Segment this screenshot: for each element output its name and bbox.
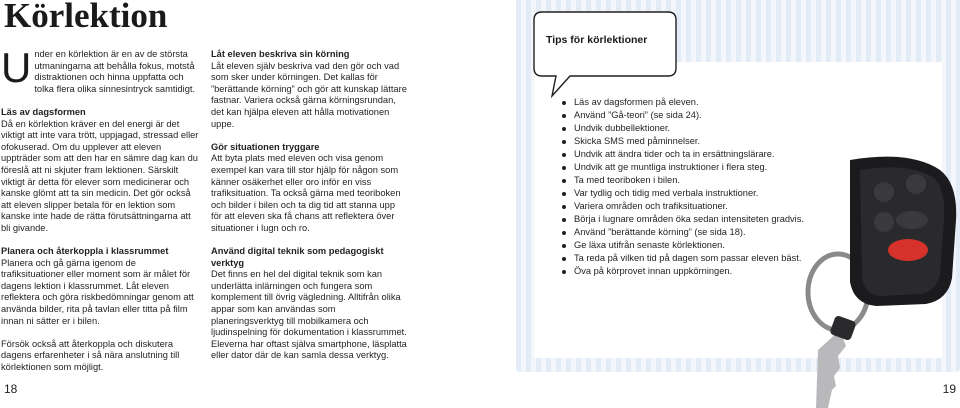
tip-item: Var tydlig och tidig med verbala instruktioner. — [562, 187, 862, 200]
tip-item: Undvik dubbellektioner. — [562, 122, 862, 135]
tip-item: Läs av dagsformen på eleven. — [562, 96, 862, 109]
tip-item: Ta med teoriboken i bilen. — [562, 174, 862, 187]
tip-item: Börja i lugnare områden öka sedan intensiteten gradvis. — [562, 213, 862, 226]
right-page — [480, 0, 960, 408]
tip-item: Använd ”Gå-teori” (se sida 24). — [562, 109, 862, 122]
section-heading-dagsformen: Läs av dagsformen — [1, 106, 86, 117]
tip-item: Öva på körprovet innan uppkörningen. — [562, 265, 862, 278]
tip-item: Undvik att ändra tider och ta in ersättningslärare. — [562, 148, 862, 161]
page-title: Körlektion — [4, 0, 168, 35]
drop-cap: U — [1, 44, 32, 91]
section-text-planera-2: Försök också att återkoppla och diskutera dagens erfarenheter i så nära anslutning till körlektionen som möjligt. — [1, 338, 180, 373]
page-number-right: 19 — [942, 382, 956, 396]
section-text-dagsformen: Då en körlektion kräver en del energi är det viktigt att inte vara trött, uppjagad, stressad eller ofokuserad. Om du upplever att eleven uppträder som att den har en sämre dag kan du föreslå att ni skjuter fram lektionen. Särskilt viktigt är detta för elever som medicinerar och kanske glömt att ta sin medicin. Det gör också att eleven slipper betala för en lektion som kanske inte hade de rätta förutsättningarna att bli givande. — [1, 118, 199, 233]
page-number-left: 18 — [4, 382, 18, 396]
section-text-tryggare: Att byta plats med eleven och visa genom exempel kan vara till stor hjälp för någon som känner osäkerhet eller oro inför en viss trafiksituation. Ta också gärna med teoriboken och bilder i bilen och ta dig tid att stanna upp för att eleven ska få chans att reflektera över situationer i lugn och ro. — [211, 153, 401, 233]
section-text-planera-1: Planera och gå gärna igenom de trafiksituationer eller moment som är målet för dagens lektion i klassrummet. Låt eleven reflektera och göra riskbedömningar genom att använda bilder, rita på tavlan eller titta på film innan ni sätter er i bilen. — [1, 257, 194, 326]
section-heading-planera: Planera och återkoppla i klassrummet — [1, 246, 169, 257]
column-2 — [211, 49, 407, 374]
speech-bubble-icon — [530, 8, 680, 100]
intro-text: nder en körlektion är en av de största utmaningarna att behålla fokus, motstå distraktionen och hinna uppfatta och tolka flera olika sinnesintryck samtidigt. — [34, 49, 196, 94]
tip-item: Skicka SMS med påminnelser. — [562, 135, 862, 148]
section-text-digital: Det finns en hel del digital teknik som kan underlätta inlärningen och fungera som komplement till övrig vägledning. Alltifrån olika appar som kan användas som planeringsverktyg till mobilkamera och ljudinspelning för dokumentation i klassrummet. Eleverna har oftast själva smartphone, läsplatta eller dator där de kan samla dessa verktyg. — [211, 269, 407, 361]
car-key-image — [780, 150, 960, 408]
tips-title: Tips för körlektioner — [546, 34, 648, 46]
tip-item: Ge läxa utifrån senaste körlektionen. — [562, 239, 862, 252]
section-heading-beskriva: Låt eleven beskriva sin körning — [211, 49, 350, 59]
section-heading-digital: Använd digital teknik som pedagogiskt verktyg — [211, 246, 384, 268]
tip-item: Undvik att ge muntliga instruktioner i flera steg. — [562, 161, 862, 174]
column-1 — [1, 44, 200, 385]
intro-paragraph — [1, 44, 200, 95]
tip-item: Ta reda på vilken tid på dagen som passar eleven bäst. — [562, 252, 862, 265]
section-text-beskriva: Låt eleven själv beskriva vad den gör och vad som sker under körningen. Det kallas för ”berättande körning” och gör att kunskap lättare fastnar. Variera också gärna körningsrundan, det kan hjälpa eleven att hålla motivationen uppe. — [211, 60, 407, 129]
section-heading-tryggare: Gör situationen tryggare — [211, 141, 320, 152]
tip-item: Variera områden och trafiksituationer. — [562, 200, 862, 213]
tip-item: Använd ”berättande körning” (se sida 18). — [562, 226, 862, 239]
